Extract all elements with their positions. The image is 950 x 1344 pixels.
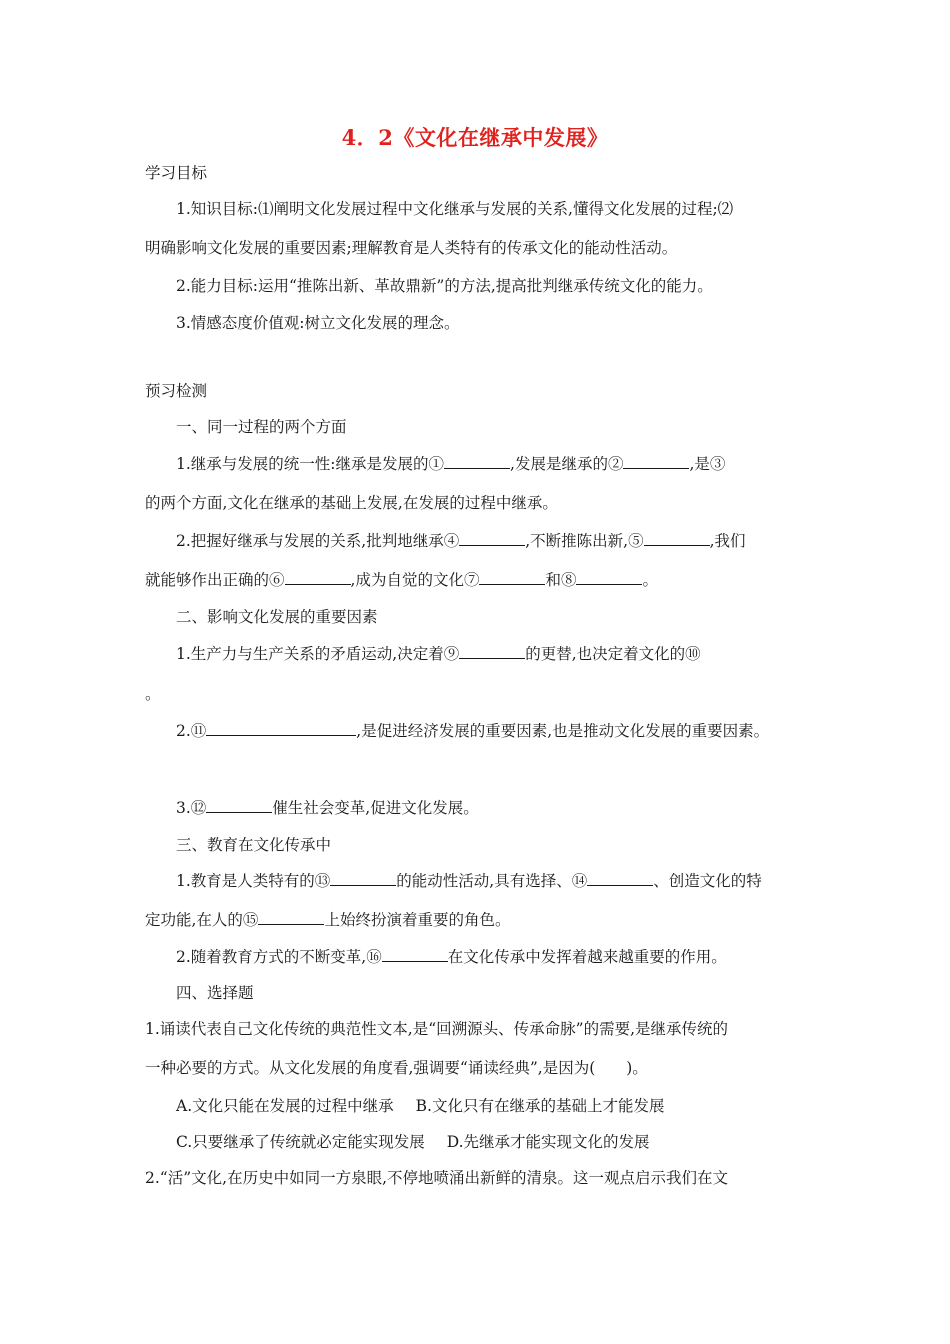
page-title: 4．2《文化在继承中发展》 (341, 125, 609, 150)
text-segment: 定功能,在人的⑮ (145, 911, 259, 929)
text-segment: ,是促进经济发展的重要因素,也是推动文化发展的重要因素。 (356, 722, 770, 740)
text-segment: 、创造文化的特 (653, 872, 762, 890)
mcq-2-line-1: 2.“活”文化,在历史中如同一方泉眼,不停地喷涌出新鲜的清泉。这一观点启示我们在文 (145, 1169, 728, 1187)
text-segment: 1.生产力与生产关系的矛盾运动,决定着⑨ (176, 645, 460, 663)
fill-blank-16[interactable] (382, 946, 448, 962)
fill-blank-13[interactable] (330, 870, 396, 886)
option-d[interactable]: D.先继承才能实现文化的发展 (446, 1133, 650, 1151)
text-segment: 1.继承与发展的统一性:继承是发展的① (176, 455, 445, 473)
fill-blank-14[interactable] (587, 870, 653, 886)
fill-blank-4[interactable] (459, 530, 525, 546)
text-segment: 2.随着教育方式的不断变革,⑯ (176, 948, 382, 966)
fill-blank-15[interactable] (258, 909, 324, 925)
text-segment: 2.⑪ (176, 722, 207, 740)
goal-item-3: 3.情感态度价值观:树立文化发展的理念。 (176, 314, 460, 332)
text-segment: 。 (642, 571, 658, 589)
part3-question-1-line-1 (176, 870, 820, 892)
fill-blank-8[interactable] (576, 569, 642, 585)
part1-question-2-line-1 (176, 530, 820, 552)
part3-question-1-line-2 (145, 909, 820, 931)
fill-blank-1[interactable] (444, 453, 510, 469)
text-segment: ,不断推陈出新,⑤ (525, 532, 644, 550)
fill-blank-11[interactable] (206, 720, 356, 736)
text-segment: ,发展是继承的② (510, 455, 624, 473)
text-segment: 和⑧ (545, 571, 577, 589)
text-segment: ,成为自觉的文化⑦ (350, 571, 480, 589)
part3-question-2 (176, 946, 820, 968)
option-b[interactable]: B.文化只有在继承的基础上才能发展 (415, 1097, 665, 1115)
text-segment: 的能动性活动,具有选择、⑭ (396, 872, 588, 890)
goal-item-1-line-2: 明确影响文化发展的重要因素;理解教育是人类特有的传承文化的能动性活动。 (145, 239, 678, 257)
mcq-1-line-1: 1.诵读代表自己文化传统的典范性文本,是“回溯源头、传承命脉”的需要,是继承传统的 (145, 1020, 728, 1038)
text-segment: ,我们 (709, 532, 746, 550)
part2-question-3 (176, 797, 820, 819)
fill-blank-9[interactable] (459, 643, 525, 659)
text-segment: ,是③ (689, 455, 726, 473)
fill-blank-12[interactable] (206, 797, 272, 813)
fill-blank-7[interactable] (479, 569, 545, 585)
part3-heading: 三、教育在文化传承中 (176, 836, 332, 854)
part2-heading: 二、影响文化发展的重要因素 (176, 608, 378, 626)
part2-question-1-line-1 (176, 643, 820, 665)
text-segment: 就能够作出正确的⑥ (145, 571, 285, 589)
part1-question-2-line-2 (145, 569, 820, 591)
fill-blank-6[interactable] (285, 569, 351, 585)
option-a[interactable]: A.文化只能在发展的过程中继承 (176, 1097, 394, 1115)
part1-heading: 一、同一过程的两个方面 (176, 418, 347, 436)
part4-heading: 四、选择题 (176, 984, 254, 1002)
mcq-1-line-2: 一种必要的方式。从文化发展的角度看,强调要“诵读经典”,是因为( )。 (145, 1059, 648, 1077)
part1-question-1-line-2: 的两个方面,文化在继承的基础上发展,在发展的过程中继承。 (145, 494, 558, 512)
text-segment: 催生社会变革,促进文化发展。 (272, 799, 479, 817)
text-segment: 3.⑫ (176, 799, 207, 817)
mcq-1-options-row-1 (176, 1095, 820, 1117)
part2-question-1-line-2: 。 (145, 685, 161, 703)
option-c[interactable]: C.只要继承了传统就必定能实现发展 (176, 1133, 425, 1151)
mcq-1-options-row-2 (176, 1131, 820, 1153)
text-segment: 在文化传承中发挥着越来越重要的作用。 (447, 948, 727, 966)
part1-question-1-line-1 (176, 453, 820, 475)
text-segment: 2.把握好继承与发展的关系,批判地继承④ (176, 532, 460, 550)
text-segment: 上始终扮演着重要的角色。 (324, 911, 511, 929)
text-segment: 1.教育是人类特有的⑬ (176, 872, 331, 890)
fill-blank-2[interactable] (623, 453, 689, 469)
section-heading-preview: 预习检测 (145, 382, 208, 400)
text-segment: 的更替,也决定着文化的⑩ (525, 645, 701, 663)
goal-item-1-line-1: 1.知识目标:⑴阐明文化发展过程中文化继承与发展的关系,懂得文化发展的过程;⑵ (176, 200, 734, 218)
goal-item-2: 2.能力目标:运用“推陈出新、革故鼎新”的方法,提高批判继承传统文化的能力。 (176, 277, 713, 295)
fill-blank-5[interactable] (644, 530, 710, 546)
part2-question-2 (176, 720, 820, 742)
section-heading-goals: 学习目标 (145, 164, 208, 182)
